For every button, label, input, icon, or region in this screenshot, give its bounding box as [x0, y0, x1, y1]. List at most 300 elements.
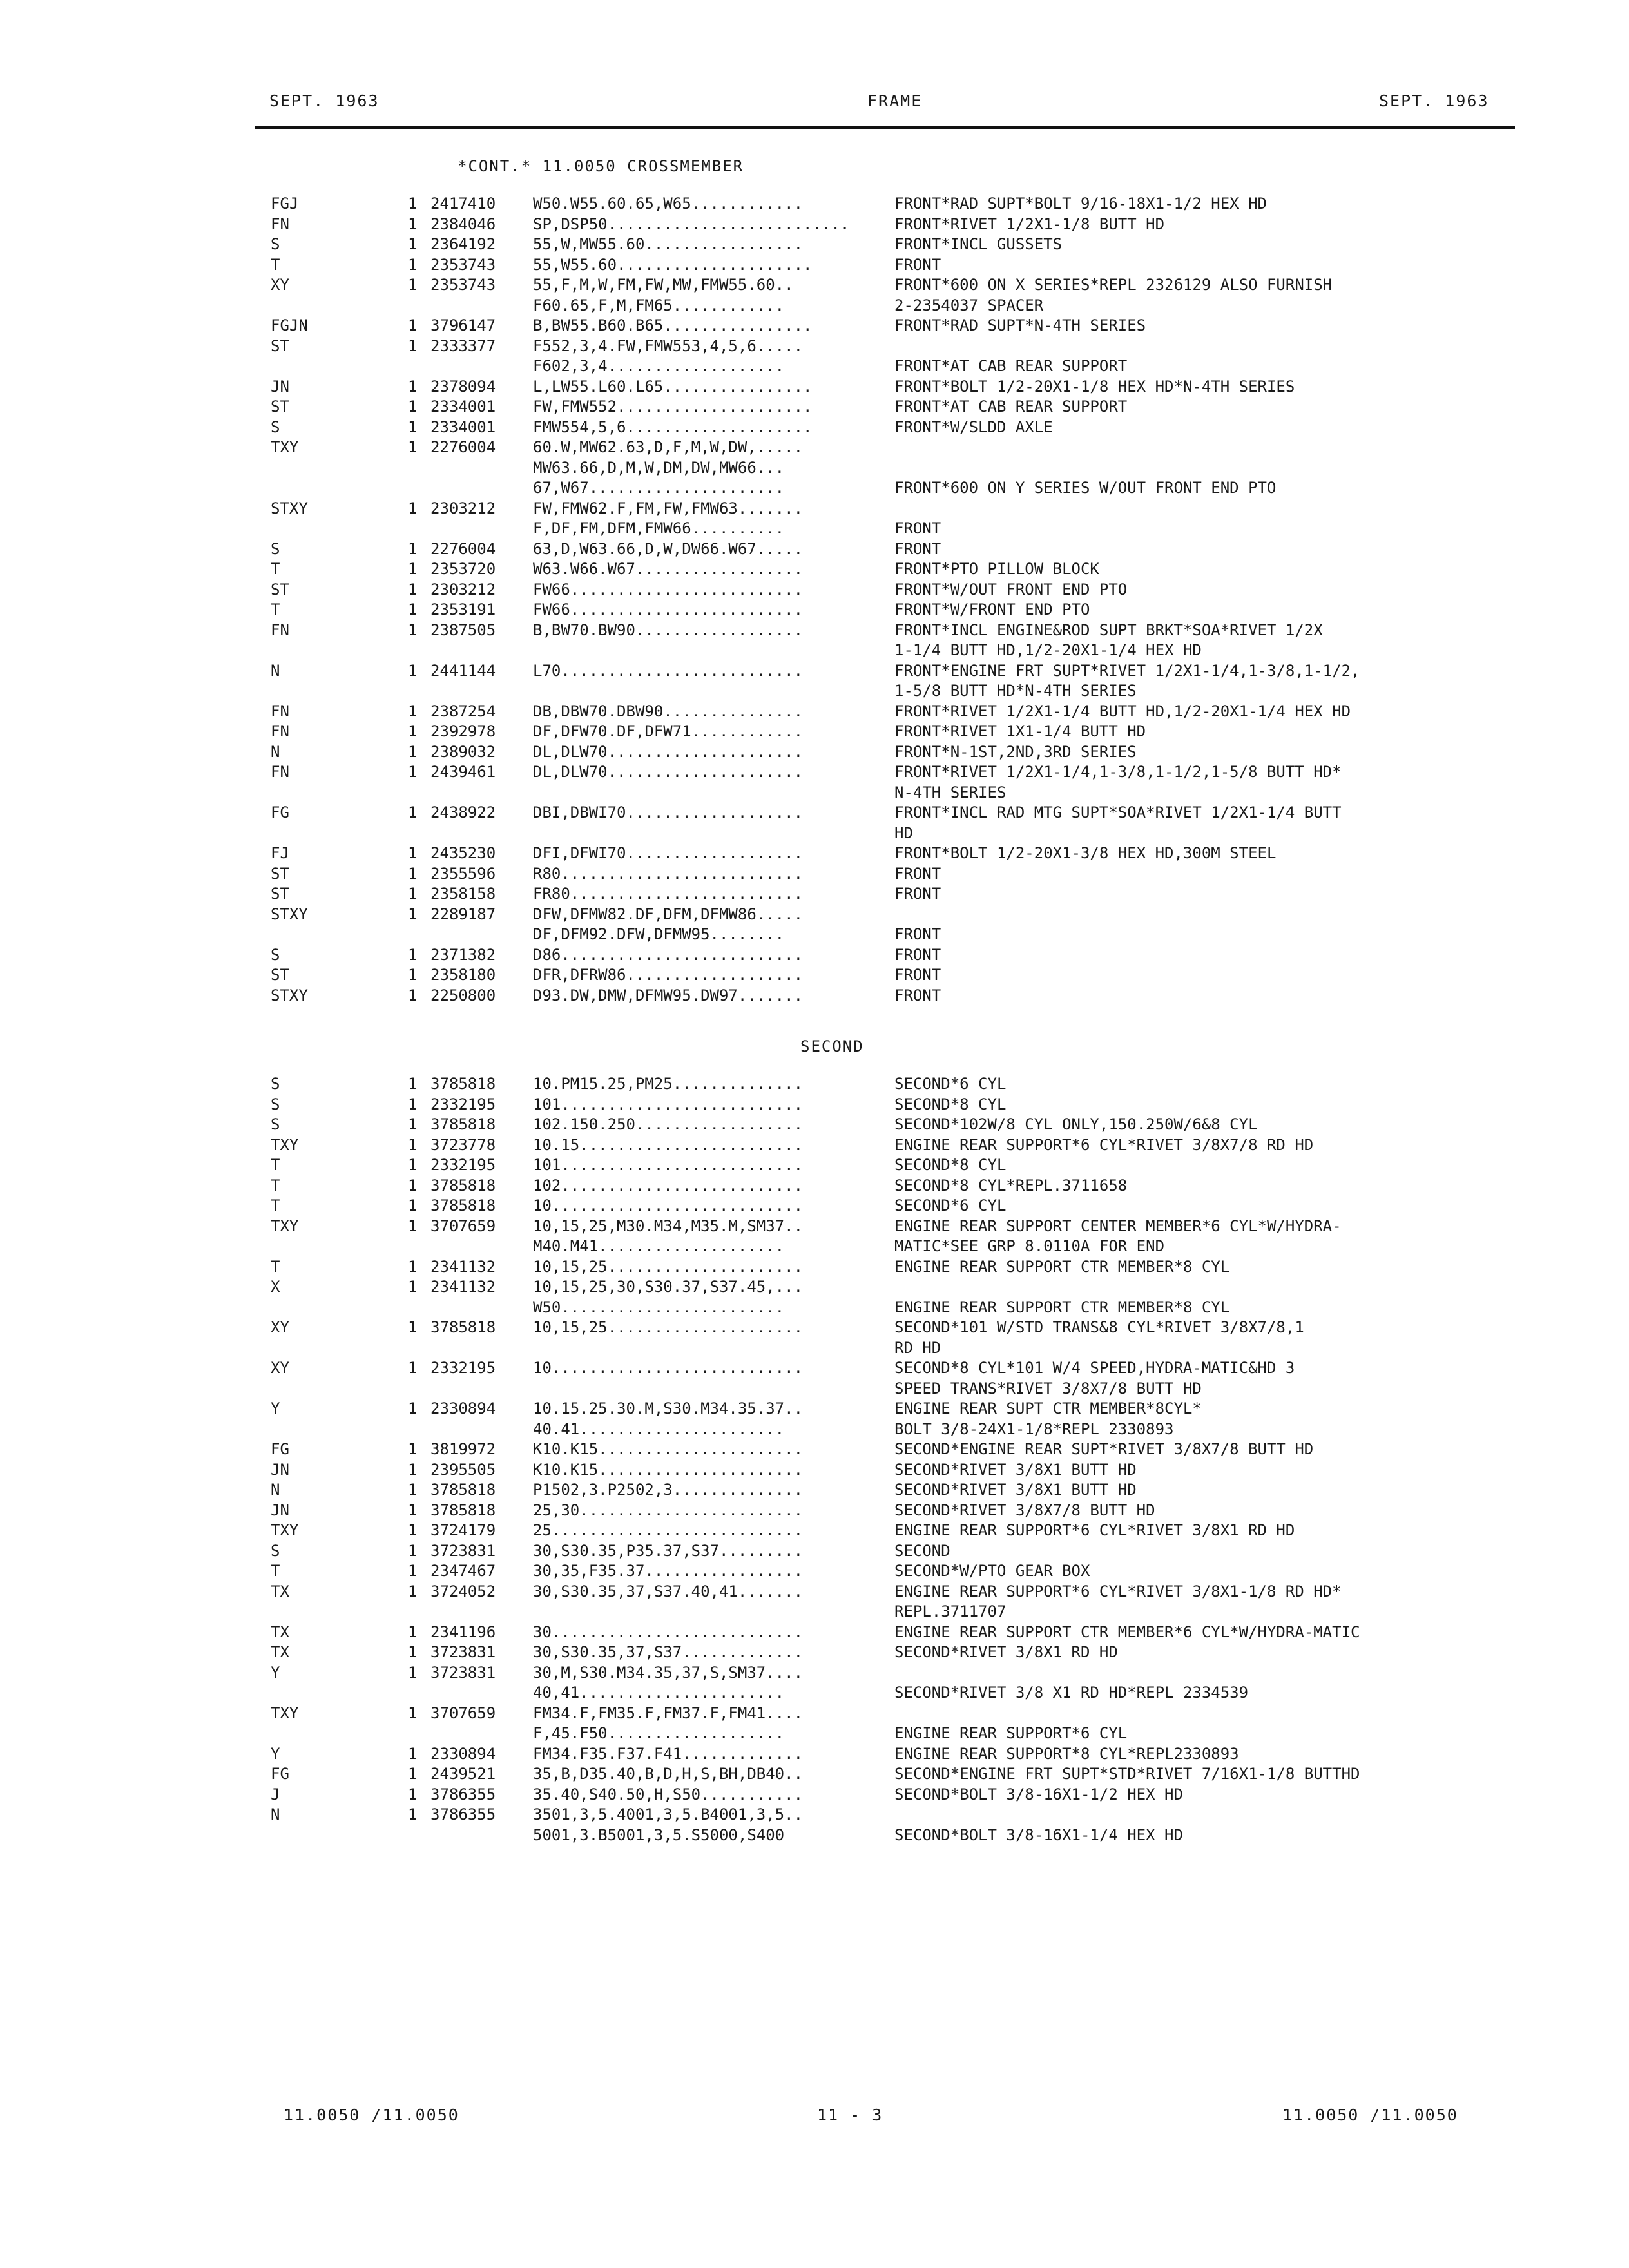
row-models: 10...........................	[533, 1196, 804, 1215]
row-models: 30,M,S30.M34.35,37,S,SM37....	[533, 1663, 804, 1682]
row-part-number: 2250800	[430, 986, 496, 1004]
table-row	[0, 1277, 1629, 1298]
footer-group-ref-right: 11.0050 /11.0050	[1282, 2106, 1458, 2124]
row-model-code: TX	[271, 1643, 289, 1661]
table-row	[0, 356, 1629, 377]
row-part-number: 2384046	[430, 215, 496, 233]
row-description: ENGINE REAR SUPPORT*6 CYL*RIVET 3/8X1-1/8 RD HD*	[894, 1582, 1342, 1600]
table-row	[0, 1115, 1629, 1135]
table-row	[0, 1602, 1629, 1622]
table-row	[0, 1318, 1629, 1338]
row-models: F552,3,4.FW,FMW553,4,5,6.....	[533, 336, 804, 355]
row-part-number: 2395505	[430, 1460, 496, 1479]
table-row	[0, 458, 1629, 479]
table-row	[0, 1236, 1629, 1257]
row-models: 10,15,25.....................	[533, 1318, 804, 1336]
table-row	[0, 1379, 1629, 1399]
row-description: FRONT*INCL GUSSETS	[894, 235, 1063, 253]
row-model-code: ST	[271, 966, 289, 984]
row-part-number: 2417410	[430, 195, 496, 213]
row-part-number: 2358180	[430, 966, 496, 984]
row-model-code: FN	[271, 763, 289, 781]
row-part-number: 2392978	[430, 722, 496, 740]
row-quantity: 1	[408, 905, 418, 923]
table-row	[0, 1825, 1629, 1846]
table-row	[0, 640, 1629, 661]
row-description: ENGINE REAR SUPPORT*6 CYL*RIVET 3/8X7/8 RD HD	[894, 1135, 1314, 1154]
row-models: 10.15........................	[533, 1135, 804, 1154]
row-part-number: 2439521	[430, 1765, 496, 1783]
row-model-code: FGJ	[271, 195, 299, 213]
row-part-number: 2289187	[430, 905, 496, 923]
row-description: SECOND*102W/8 CYL ONLY,150.250W/6&8 CYL	[894, 1115, 1258, 1133]
row-model-code: JN	[271, 377, 289, 396]
row-models: R80..........................	[533, 864, 804, 883]
row-models: M40.M41....................	[533, 1237, 785, 1255]
row-models: 101..........................	[533, 1156, 804, 1174]
row-models: 10.15.25.30.M,S30.M34.35.37..	[533, 1399, 804, 1418]
row-model-code: TXY	[271, 1704, 299, 1722]
row-model-code: S	[271, 1075, 280, 1093]
row-description: SECOND	[894, 1541, 950, 1560]
table-row	[0, 864, 1629, 885]
row-part-number: 2439461	[430, 763, 496, 781]
row-models: FW66.........................	[533, 580, 804, 599]
table-row	[0, 296, 1629, 316]
row-models: K10.K15......................	[533, 1440, 804, 1458]
row-models: 30,S30.35,37,S37.............	[533, 1643, 804, 1661]
section-title-second: SECOND	[800, 1037, 864, 1055]
row-models: DBI,DBWI70...................	[533, 803, 804, 822]
row-quantity: 1	[408, 966, 418, 984]
row-models: FM34.F,FM35.F,FM37.F,FM41....	[533, 1704, 804, 1722]
row-models: DF,DFM92.DFW,DFMW95........	[533, 925, 785, 943]
row-model-code: T	[271, 601, 280, 619]
table-row	[0, 418, 1629, 438]
row-quantity: 1	[408, 1115, 418, 1133]
row-models: 10.PM15.25,PM25..............	[533, 1075, 804, 1093]
table-row	[0, 783, 1629, 803]
row-quantity: 1	[408, 438, 418, 456]
row-quantity: 1	[408, 377, 418, 396]
table-row	[0, 1358, 1629, 1379]
row-quantity: 1	[408, 702, 418, 720]
row-model-code: ST	[271, 580, 289, 599]
table-row	[0, 702, 1629, 722]
row-description: ENGINE REAR SUPPORT CENTER MEMBER*6 CYL*W/HYDRA-	[894, 1216, 1342, 1235]
table-row	[0, 884, 1629, 905]
row-models: 40,41......................	[533, 1684, 785, 1702]
row-model-code: ST	[271, 336, 289, 355]
row-part-number: 2347467	[430, 1562, 496, 1580]
table-row	[0, 1521, 1629, 1541]
row-models: 30,35,F35.37.................	[533, 1562, 804, 1580]
row-description: SECOND*8 CYL	[894, 1095, 1007, 1113]
row-description: FRONT*INCL RAD MTG SUPT*SOA*RIVET 1/2X1-1/4 BUTT	[894, 803, 1342, 822]
row-model-code: STXY	[271, 986, 308, 1004]
row-models: F602,3,4...................	[533, 357, 785, 375]
table-row	[0, 559, 1629, 580]
table-row	[0, 235, 1629, 255]
row-quantity: 1	[408, 885, 418, 903]
row-model-code: S	[271, 1095, 280, 1113]
row-description: FRONT*RAD SUPT*N-4TH SERIES	[894, 316, 1146, 334]
row-part-number: 2438922	[430, 803, 496, 822]
row-part-number: 2378094	[430, 377, 496, 396]
row-quantity: 1	[408, 1541, 418, 1560]
row-description: FRONT*INCL ENGINE&ROD SUPT BRKT*SOA*RIVET 1/2X	[894, 620, 1323, 639]
row-part-number: 2353191	[430, 601, 496, 619]
row-description: FRONT*N-1ST,2ND,3RD SERIES	[894, 742, 1137, 761]
row-models: 35,B,D35.40,B,D,H,S,BH,DB40..	[533, 1765, 804, 1783]
row-models: 35.40,S40.50,H,S50...........	[533, 1785, 804, 1803]
table-row	[0, 1074, 1629, 1095]
table-row	[0, 1338, 1629, 1359]
table-row	[0, 397, 1629, 418]
row-models: 60.W,MW62.63,D,F,M,W,DW,.....	[533, 438, 804, 456]
table-row	[0, 437, 1629, 458]
row-quantity: 1	[408, 1216, 418, 1235]
row-model-code: JN	[271, 1460, 289, 1479]
row-models: L,LW55.L60.L65................	[533, 377, 813, 396]
row-description: FRONT*RAD SUPT*BOLT 9/16-18X1-1/2 HEX HD	[894, 195, 1267, 213]
row-description: FRONT*W/OUT FRONT END PTO	[894, 580, 1128, 599]
row-description: ENGINE REAR SUPPORT*8 CYL*REPL2330893	[894, 1744, 1239, 1763]
row-model-code: X	[271, 1278, 280, 1296]
table-row	[0, 255, 1629, 276]
section-title-crossmember: *CONT.* 11.0050 CROSSMEMBER	[458, 157, 744, 175]
row-quantity: 1	[408, 844, 418, 862]
table-row	[0, 1805, 1629, 1825]
row-part-number: 3723831	[430, 1643, 496, 1661]
row-part-number: 2330894	[430, 1744, 496, 1763]
row-part-number: 3785818	[430, 1075, 496, 1093]
row-models: 102..........................	[533, 1176, 804, 1195]
row-part-number: 3785818	[430, 1501, 496, 1519]
table-row	[0, 965, 1629, 986]
row-model-code: FN	[271, 215, 289, 233]
row-model-code: ST	[271, 885, 289, 903]
table-row	[0, 215, 1629, 235]
row-description: FRONT*ENGINE FRT SUPT*RIVET 1/2X1-1/4,1-3/8,1-1/2,	[894, 661, 1360, 680]
row-part-number: 2441144	[430, 661, 496, 680]
row-quantity: 1	[408, 1135, 418, 1154]
row-quantity: 1	[408, 1744, 418, 1763]
row-quantity: 1	[408, 539, 418, 558]
table-row	[0, 1642, 1629, 1663]
row-model-code: J	[271, 1785, 280, 1803]
table-row	[0, 580, 1629, 601]
row-model-code: TX	[271, 1622, 289, 1641]
row-quantity: 1	[408, 1622, 418, 1641]
row-quantity: 1	[408, 336, 418, 355]
row-model-code: N	[271, 1805, 280, 1823]
row-models: DL,DLW70.....................	[533, 742, 804, 761]
table-row	[0, 823, 1629, 844]
row-model-code: TXY	[271, 438, 299, 456]
row-quantity: 1	[408, 742, 418, 761]
row-model-code: N	[271, 661, 280, 680]
table-row	[0, 1582, 1629, 1602]
row-model-code: T	[271, 1176, 280, 1195]
row-part-number: 3819972	[430, 1440, 496, 1458]
row-description: FRONT	[894, 966, 941, 984]
row-models: 102.150.250..................	[533, 1115, 804, 1133]
row-quantity: 1	[408, 1257, 418, 1276]
table-row	[0, 1439, 1629, 1460]
row-quantity: 1	[408, 620, 418, 639]
row-part-number: 2332195	[430, 1359, 496, 1377]
row-models: 63,D,W63.66,D,W,DW66.W67.....	[533, 539, 804, 558]
row-description: FRONT	[894, 885, 941, 903]
row-description: ENGINE REAR SUPPORT CTR MEMBER*8 CYL	[894, 1298, 1230, 1316]
row-model-code: FG	[271, 1765, 289, 1783]
row-description: HD	[894, 823, 913, 842]
row-models: 10,15,25.....................	[533, 1257, 804, 1276]
row-quantity: 1	[408, 1176, 418, 1195]
row-description: SECOND*8 CYL*101 W/4 SPEED,HYDRA-MATIC&HD 3	[894, 1359, 1295, 1377]
row-models: 30...........................	[533, 1622, 804, 1641]
row-model-code: S	[271, 235, 280, 253]
table-row	[0, 1399, 1629, 1419]
row-model-code: XY	[271, 1318, 289, 1336]
row-part-number: 3786355	[430, 1785, 496, 1803]
row-model-code: STXY	[271, 905, 308, 923]
row-description: MATIC*SEE GRP 8.0110A FOR END	[894, 1237, 1165, 1255]
row-models: DF,DFW70.DF,DFW71............	[533, 722, 804, 740]
table-row	[0, 762, 1629, 783]
row-part-number: 2353743	[430, 276, 496, 294]
table-row	[0, 1095, 1629, 1115]
row-quantity: 1	[408, 1562, 418, 1580]
row-quantity: 1	[408, 1663, 418, 1682]
row-quantity: 1	[408, 1785, 418, 1803]
row-model-code: FGJN	[271, 316, 308, 334]
row-quantity: 1	[408, 945, 418, 964]
row-quantity: 1	[408, 986, 418, 1004]
row-description: FRONT*600 ON X SERIES*REPL 2326129 ALSO FURNISH	[894, 276, 1333, 294]
row-model-code: TXY	[271, 1135, 299, 1154]
table-row	[0, 1257, 1629, 1278]
table-row	[0, 1176, 1629, 1196]
row-model-code: TXY	[271, 1216, 299, 1235]
row-description: FRONT*600 ON Y SERIES W/OUT FRONT END PTO	[894, 479, 1277, 497]
row-quantity: 1	[408, 803, 418, 822]
table-row	[0, 925, 1629, 945]
row-part-number: 2341196	[430, 1622, 496, 1641]
row-model-code: S	[271, 1115, 280, 1133]
row-quantity: 1	[408, 1704, 418, 1722]
table-row	[0, 1155, 1629, 1176]
row-quantity: 1	[408, 235, 418, 253]
row-quantity: 1	[408, 1460, 418, 1479]
row-models: 40.41......................	[533, 1419, 785, 1438]
row-part-number: 2341132	[430, 1278, 496, 1296]
row-description: SECOND*RIVET 3/8X7/8 BUTT HD	[894, 1501, 1155, 1519]
row-quantity: 1	[408, 418, 418, 436]
row-description: FRONT*RIVET 1X1-1/4 BUTT HD	[894, 722, 1146, 740]
row-quantity: 1	[408, 1521, 418, 1539]
row-description: REPL.3711707	[894, 1602, 1007, 1620]
row-quantity: 1	[408, 1582, 418, 1600]
row-description: FRONT	[894, 519, 941, 537]
row-models: W50........................	[533, 1298, 785, 1316]
table-row	[0, 1704, 1629, 1724]
row-models: DL,DLW70.....................	[533, 763, 804, 781]
row-models: 3501,3,5.4001,3,5.B4001,3,5..	[533, 1805, 804, 1823]
row-model-code: TX	[271, 1582, 289, 1600]
row-model-code: ST	[271, 398, 289, 416]
row-quantity: 1	[408, 1440, 418, 1458]
row-description: FRONT	[894, 986, 941, 1004]
row-quantity: 1	[408, 1399, 418, 1418]
row-part-number: 2334001	[430, 398, 496, 416]
row-part-number: 2358158	[430, 885, 496, 903]
row-part-number: 2276004	[430, 438, 496, 456]
table-row	[0, 1501, 1629, 1521]
row-model-code: S	[271, 945, 280, 964]
row-part-number: 3786355	[430, 1805, 496, 1823]
row-part-number: 2334001	[430, 418, 496, 436]
table-row	[0, 986, 1629, 1006]
table-row	[0, 742, 1629, 763]
table-row	[0, 1561, 1629, 1582]
row-part-number: 2435230	[430, 844, 496, 862]
row-description: SECOND*8 CYL	[894, 1156, 1007, 1174]
row-model-code: FJ	[271, 844, 289, 862]
row-description: FRONT*RIVET 1/2X1-1/4 BUTT HD,1/2-20X1-1/4 HEX HD	[894, 702, 1351, 720]
header-date-left: SEPT. 1963	[269, 91, 380, 110]
table-row	[0, 499, 1629, 519]
table-row	[0, 1724, 1629, 1744]
row-quantity: 1	[408, 601, 418, 619]
row-models: FW,FMW62.F,FM,FW,FMW63.......	[533, 499, 804, 517]
row-models: FM34.F35.F37.F41.............	[533, 1744, 804, 1763]
row-models: K10.K15......................	[533, 1460, 804, 1479]
row-part-number: 2353743	[430, 255, 496, 274]
row-models: 101..........................	[533, 1095, 804, 1113]
row-models: 10...........................	[533, 1359, 804, 1377]
table-row	[0, 478, 1629, 499]
row-models: D86..........................	[533, 945, 804, 964]
row-part-number: 2333377	[430, 336, 496, 355]
row-description: SECOND*BOLT 3/8-16X1-1/2 HEX HD	[894, 1785, 1183, 1803]
row-part-number: 2332195	[430, 1156, 496, 1174]
row-part-number: 2371382	[430, 945, 496, 964]
row-quantity: 1	[408, 499, 418, 517]
row-description: FRONT*PTO PILLOW BLOCK	[894, 560, 1099, 578]
row-model-code: S	[271, 418, 280, 436]
row-quantity: 1	[408, 580, 418, 599]
row-model-code: S	[271, 1541, 280, 1560]
row-part-number: 2276004	[430, 539, 496, 558]
row-quantity: 1	[408, 1156, 418, 1174]
row-description: SECOND*ENGINE REAR SUPT*RIVET 3/8X7/8 BUTT HD	[894, 1440, 1314, 1458]
row-description: 2-2354037 SPACER	[894, 296, 1044, 314]
table-row	[0, 539, 1629, 560]
row-models: W63.W66.W67..................	[533, 560, 804, 578]
row-description: ENGINE REAR SUPPORT*6 CYL*RIVET 3/8X1 RD HD	[894, 1521, 1295, 1539]
table-row	[0, 945, 1629, 966]
row-model-code: T	[271, 1196, 280, 1215]
row-models: 30,S30.35,P35.37,S37.........	[533, 1541, 804, 1560]
row-part-number: 3785818	[430, 1196, 496, 1215]
row-description: FRONT*W/FRONT END PTO	[894, 601, 1090, 619]
row-description: SECOND*W/PTO GEAR BOX	[894, 1562, 1090, 1580]
row-quantity: 1	[408, 1481, 418, 1499]
row-models: DFI,DFWI70...................	[533, 844, 804, 862]
table-row	[0, 620, 1629, 641]
table-row	[0, 1683, 1629, 1704]
row-description: FRONT	[894, 255, 941, 274]
table-row	[0, 519, 1629, 539]
row-models: 55,W55.60.....................	[533, 255, 813, 274]
row-model-code: JN	[271, 1501, 289, 1519]
row-models: 55,W,MW55.60.................	[533, 235, 804, 253]
table-row	[0, 1663, 1629, 1684]
row-description: FRONT*RIVET 1/2X1-1/4,1-3/8,1-1/2,1-5/8 BUTT HD*	[894, 763, 1342, 781]
row-quantity: 1	[408, 255, 418, 274]
row-part-number: 2389032	[430, 742, 496, 761]
row-models: F,45.F50...................	[533, 1724, 785, 1742]
row-description: FRONT	[894, 925, 941, 943]
row-quantity: 1	[408, 1075, 418, 1093]
table-row	[0, 1419, 1629, 1440]
row-models: B,BW55.B60.B65................	[533, 316, 813, 334]
row-part-number: 3723831	[430, 1663, 496, 1682]
row-model-code: S	[271, 539, 280, 558]
row-model-code: T	[271, 1156, 280, 1174]
row-model-code: Y	[271, 1663, 280, 1682]
table-row	[0, 316, 1629, 336]
row-description: SPEED TRANS*RIVET 3/8X7/8 BUTT HD	[894, 1379, 1202, 1398]
row-model-code: T	[271, 560, 280, 578]
row-part-number: 2332195	[430, 1095, 496, 1113]
row-model-code: FG	[271, 1440, 289, 1458]
row-quantity: 1	[408, 1359, 418, 1377]
row-models: FR80.........................	[533, 885, 804, 903]
row-quantity: 1	[408, 864, 418, 883]
row-quantity: 1	[408, 1278, 418, 1296]
row-quantity: 1	[408, 1095, 418, 1113]
row-description: FRONT	[894, 945, 941, 964]
header-date-right: SEPT. 1963	[1379, 91, 1489, 110]
row-model-code: XY	[271, 276, 289, 294]
row-description: SECOND*RIVET 3/8 X1 RD HD*REPL 2334539	[894, 1684, 1249, 1702]
table-row	[0, 681, 1629, 702]
row-model-code: Y	[271, 1399, 280, 1418]
row-models: 67,W67.....................	[533, 479, 785, 497]
row-model-code: STXY	[271, 499, 308, 517]
row-part-number: 2353720	[430, 560, 496, 578]
table-row	[0, 1785, 1629, 1805]
table-row	[0, 722, 1629, 742]
row-models: F,DF,FM,DFM,FMW66..........	[533, 519, 785, 537]
row-model-code: FN	[271, 722, 289, 740]
header-title: FRAME	[867, 91, 923, 110]
row-quantity: 1	[408, 398, 418, 416]
row-model-code: T	[271, 255, 280, 274]
row-model-code: XY	[271, 1359, 289, 1377]
row-description: SECOND*BOLT 3/8-16X1-1/4 HEX HD	[894, 1825, 1183, 1844]
row-model-code: T	[271, 1562, 280, 1580]
row-models: 25...........................	[533, 1521, 804, 1539]
table-row	[0, 1298, 1629, 1318]
header-rule	[255, 126, 1515, 129]
row-quantity: 1	[408, 215, 418, 233]
row-model-code: FN	[271, 620, 289, 639]
row-part-number: 3723778	[430, 1135, 496, 1154]
